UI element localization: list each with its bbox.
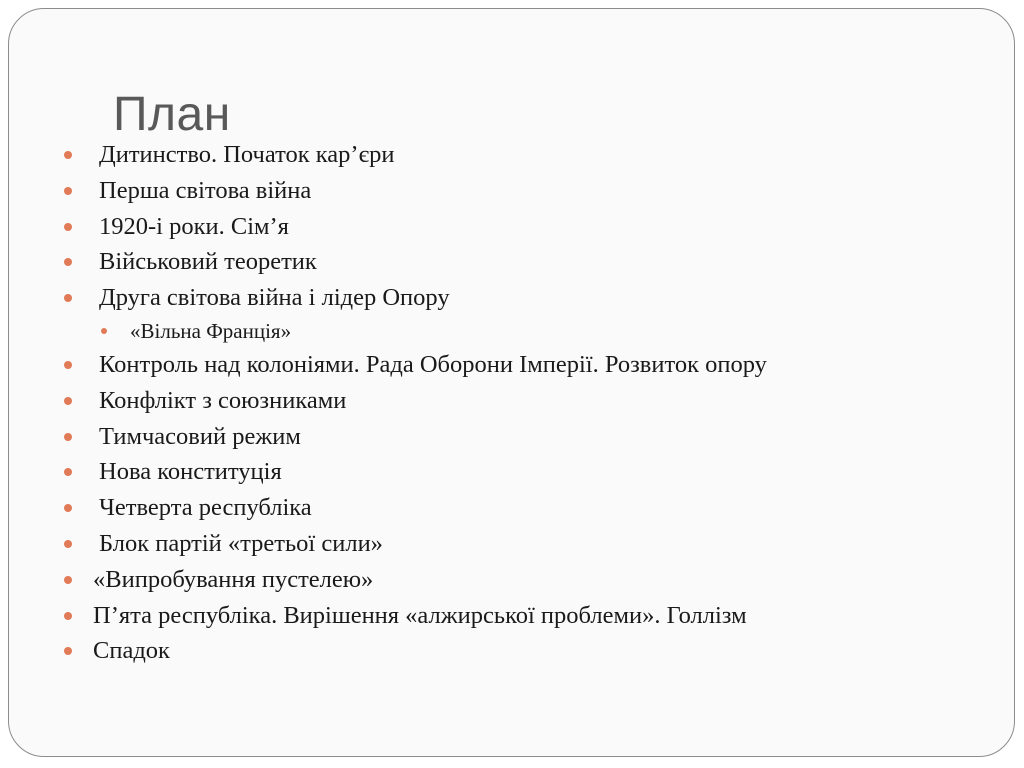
list-item-text: Четверта республіка [99,494,312,522]
list-item-text: Конфлікт з союзниками [99,386,347,414]
list-item [0,598,1000,634]
sub-list-item [0,316,1000,347]
list-item-text: Контроль над колоніями. Рада Оборони Імперії. Розвиток опору [99,350,767,378]
slide-title: План [113,88,231,141]
bullet-icon [64,504,72,512]
bullet-list [0,137,1000,669]
bullet-icon [64,468,72,476]
list-item [0,383,1000,419]
list-item [0,490,1000,526]
list-item [0,244,1000,280]
list-item-text: Перша світова війна [99,176,312,204]
bullet-icon [64,223,72,231]
list-item [0,347,1000,383]
list-item [0,562,1000,598]
list-item [0,419,1000,455]
list-item [0,454,1000,490]
list-item [0,209,1000,245]
sub-bullet-icon [101,328,107,334]
bullet-icon [64,397,72,405]
list-item [0,633,1000,669]
bullet-icon [64,187,72,195]
bullet-icon [64,151,72,159]
bullet-icon [64,258,72,266]
list-item [0,173,1000,209]
list-item [0,280,1000,316]
list-item-text: Дитинство. Початок кар’єри [99,141,395,168]
bullet-icon [64,540,72,548]
list-item-text: Військовий теоретик [99,248,317,276]
list-item-text: Блок партій «третьої сили» [99,529,383,557]
bullet-icon [64,612,72,620]
bullet-icon [64,647,72,655]
list-item-text: «Випробування пустелею» [93,565,374,593]
list-item-text: Друга світова війна і лідер Опору [99,284,450,312]
list-item [0,526,1000,562]
bullet-icon [64,294,72,302]
list-item-text: П’ята республіка. Вирішення «алжирської проблеми». Голлізм [93,601,747,629]
list-item-text: «Вільна Франція» [130,318,292,343]
list-item-text: Нова конституція [99,458,282,486]
list-item [0,137,1000,173]
bullet-icon [64,576,72,584]
bullet-icon [64,433,72,441]
list-item-text: 1920-і роки. Сім’я [99,212,289,240]
bullet-icon [64,361,72,369]
list-item-text: Спадок [93,637,170,665]
list-item-text: Тимчасовий режим [99,422,301,450]
